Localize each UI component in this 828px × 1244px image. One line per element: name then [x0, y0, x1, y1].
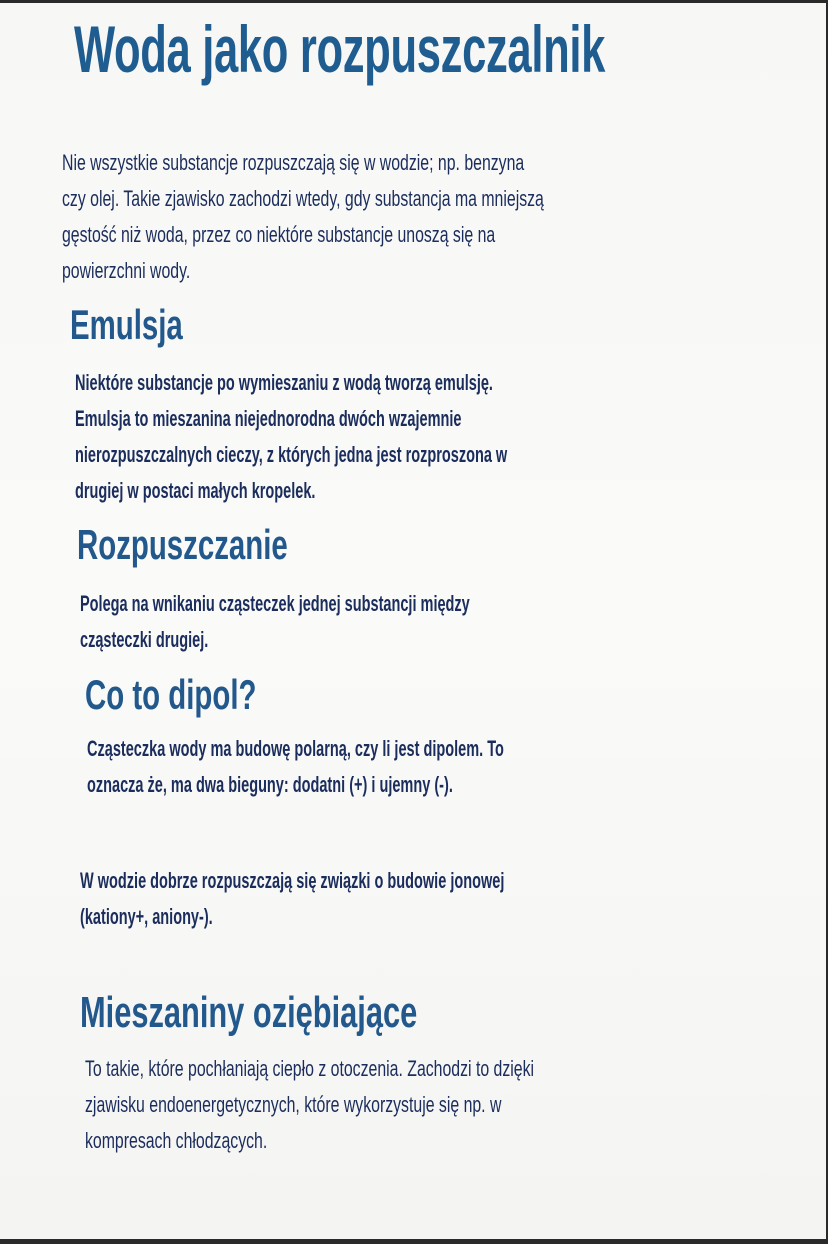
- text-line: Emulsja to mieszanina niejednorodna dwóch wzajemnie: [75, 406, 462, 431]
- text-line: gęstość niż woda, przez co niektóre substancje unoszą się na: [62, 222, 496, 247]
- text-line: (kationy+, aniony-).: [80, 904, 213, 929]
- text-line: oznacza że, ma dwa bieguny: dodatni (+) i ujemny (-).: [87, 772, 453, 797]
- page-title: Woda jako rozpuszczalnik: [74, 12, 606, 86]
- text-line: Niektóre substancje po wymieszaniu z wodą tworzą emulsję.: [75, 370, 493, 395]
- emulsja-paragraph: [75, 365, 507, 509]
- heading-rozpuszczanie: Rozpuszczanie: [77, 521, 288, 568]
- mieszaniny-paragraph: [85, 1051, 534, 1159]
- heading-mieszaniny: Mieszaniny oziębiające: [80, 988, 418, 1037]
- intro-paragraph: [62, 145, 544, 289]
- text-line: zjawisku endoenergetycznych, które wykorzystuje się np. w: [85, 1092, 502, 1117]
- ionic-paragraph: [80, 863, 504, 935]
- text-line: nierozpuszczalnych cieczy, z których jedna jest rozproszona w: [75, 442, 508, 467]
- text-line: Nie wszystkie substancje rozpuszczają się w wodzie; np. benzyna: [62, 150, 525, 175]
- dipol-paragraph: [87, 731, 504, 803]
- text-line: To takie, które pochłaniają ciepło z otoczenia. Zachodzi to dzięki: [85, 1056, 535, 1081]
- text-line: Polega na wnikaniu cząsteczek jednej substancji między: [80, 591, 470, 616]
- document-page: [0, 3, 826, 1239]
- text-line: kompresach chłodzących.: [85, 1128, 268, 1153]
- rozpuszczanie-paragraph: [80, 586, 470, 658]
- heading-dipol: Co to dipol?: [85, 671, 257, 718]
- heading-emulsja: Emulsja: [70, 301, 183, 348]
- text-line: W wodzie dobrze rozpuszczają się związki o budowie jonowej: [80, 868, 505, 893]
- text-line: cząsteczki drugiej.: [80, 627, 209, 652]
- text-line: powierzchni wody.: [62, 258, 191, 283]
- text-line: czy olej. Takie zjawisko zachodzi wtedy, gdy substancja ma mniejszą: [62, 186, 544, 211]
- text-line: Cząsteczka wody ma budowę polarną, czy li jest dipolem. To: [87, 736, 504, 761]
- text-line: drugiej w postaci małych kropelek.: [75, 478, 316, 503]
